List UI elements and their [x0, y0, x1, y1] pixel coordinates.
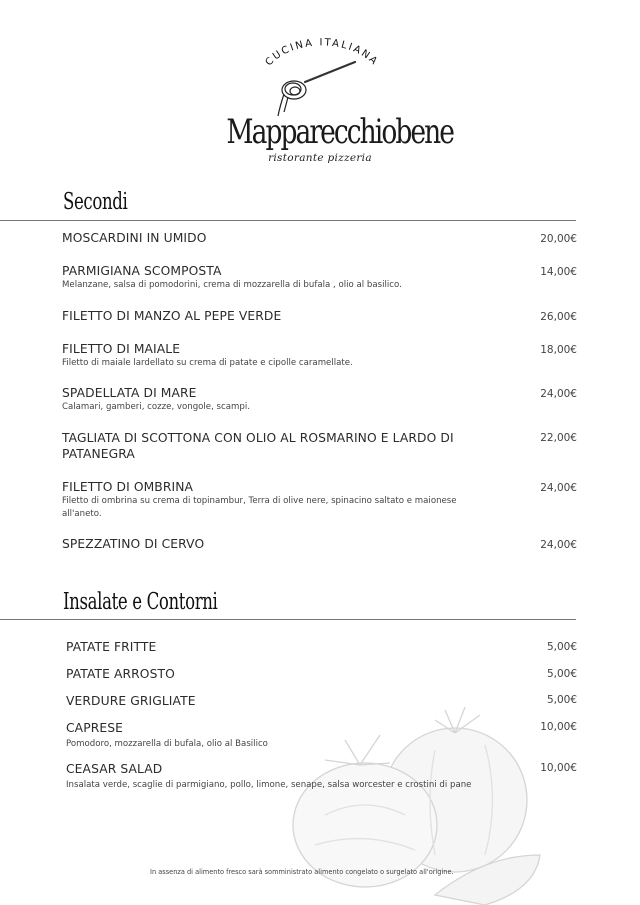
menu-item-price: 24,00€: [540, 539, 577, 551]
menu-item-price: 5,00€: [546, 668, 577, 680]
menu-item-name: FILETTO DI MAIALE: [62, 342, 181, 356]
menu-item-price: 5,00€: [546, 694, 577, 706]
section-divider: [0, 619, 576, 620]
section-title-insalate: Insalate e Contorni: [63, 589, 218, 615]
menu-item-name: CEASAR SALAD: [66, 762, 163, 776]
menu-item-name: SPEZZATINO DI CERVO: [62, 537, 205, 551]
menu-item-name: PARMIGIANA SCOMPOSTA: [62, 264, 222, 278]
menu-item-name: FILETTO DI MANZO AL PEPE VERDE: [62, 309, 282, 323]
menu-item-price: 24,00€: [540, 482, 577, 494]
menu-item-price: 26,00€: [540, 311, 577, 323]
menu-item-name: PATATE ARROSTO: [66, 667, 175, 681]
brand-name: Mapparecchiobene: [226, 112, 453, 152]
brand-tagline: ristorante pizzeria: [268, 152, 372, 164]
menu-item-name: VERDURE GRIGLIATE: [66, 694, 196, 708]
menu-item-name-continued: PATANEGRA: [62, 447, 135, 461]
menu-item-name: SPADELLATA DI MARE: [62, 386, 197, 400]
menu-item-name: CAPRESE: [66, 721, 124, 735]
menu-item-description: Filetto di maiale lardellato su crema di patate e cipolle caramellate.: [62, 358, 353, 368]
menu-item-price: 14,00€: [540, 266, 577, 278]
menu-item-description: Pomodoro, mozzarella di bufala, olio al Basilico: [66, 739, 268, 749]
arc-text: CUCINA ITALIANA: [263, 37, 381, 69]
menu-item-price: 18,00€: [540, 344, 577, 356]
restaurant-logo: [200, 20, 453, 180]
menu-item-name: FILETTO DI OMBRINA: [62, 480, 194, 494]
menu-item-name: MOSCARDINI IN UMIDO: [62, 231, 207, 245]
menu-item-description: Melanzane, salsa di pomodorini, crema di mozzarella di bufala , olio al basilico.: [62, 280, 402, 290]
footnote: In assenza di alimento fresco sarà somministrato alimento congelato o surgelato all'origine.: [150, 868, 454, 876]
menu-item-price: 22,00€: [540, 432, 577, 444]
menu-item-name: TAGLIATA DI SCOTTONA CON OLIO AL ROSMARINO E LARDO DI: [62, 431, 454, 445]
menu-item-price: 5,00€: [546, 641, 577, 653]
menu-item-description: Filetto di ombrina su crema di topinambur, Terra di olive nere, spinacino saltato e maionese: [62, 496, 457, 506]
section-title-secondi: Secondi: [63, 189, 128, 215]
menu-item-description: Insalata verde, scaglie di parmigiano, pollo, limone, senape, salsa worcester e crostini di pane: [66, 780, 472, 790]
menu-item-price: 24,00€: [540, 388, 577, 400]
menu-item-description: Calamari, gamberi, cozze, vongole, scampi.: [62, 402, 250, 412]
section-divider: [0, 220, 576, 221]
svg-text:CUCINA ITALIANA: [264, 37, 381, 68]
menu-item-name: PATATE FRITTE: [66, 640, 157, 654]
menu-item-price: 10,00€: [540, 721, 577, 733]
menu-item-price: 20,00€: [540, 233, 577, 245]
menu-item-price: 10,00€: [540, 762, 577, 774]
menu-item-description-continued: all'aneto.: [62, 509, 102, 519]
